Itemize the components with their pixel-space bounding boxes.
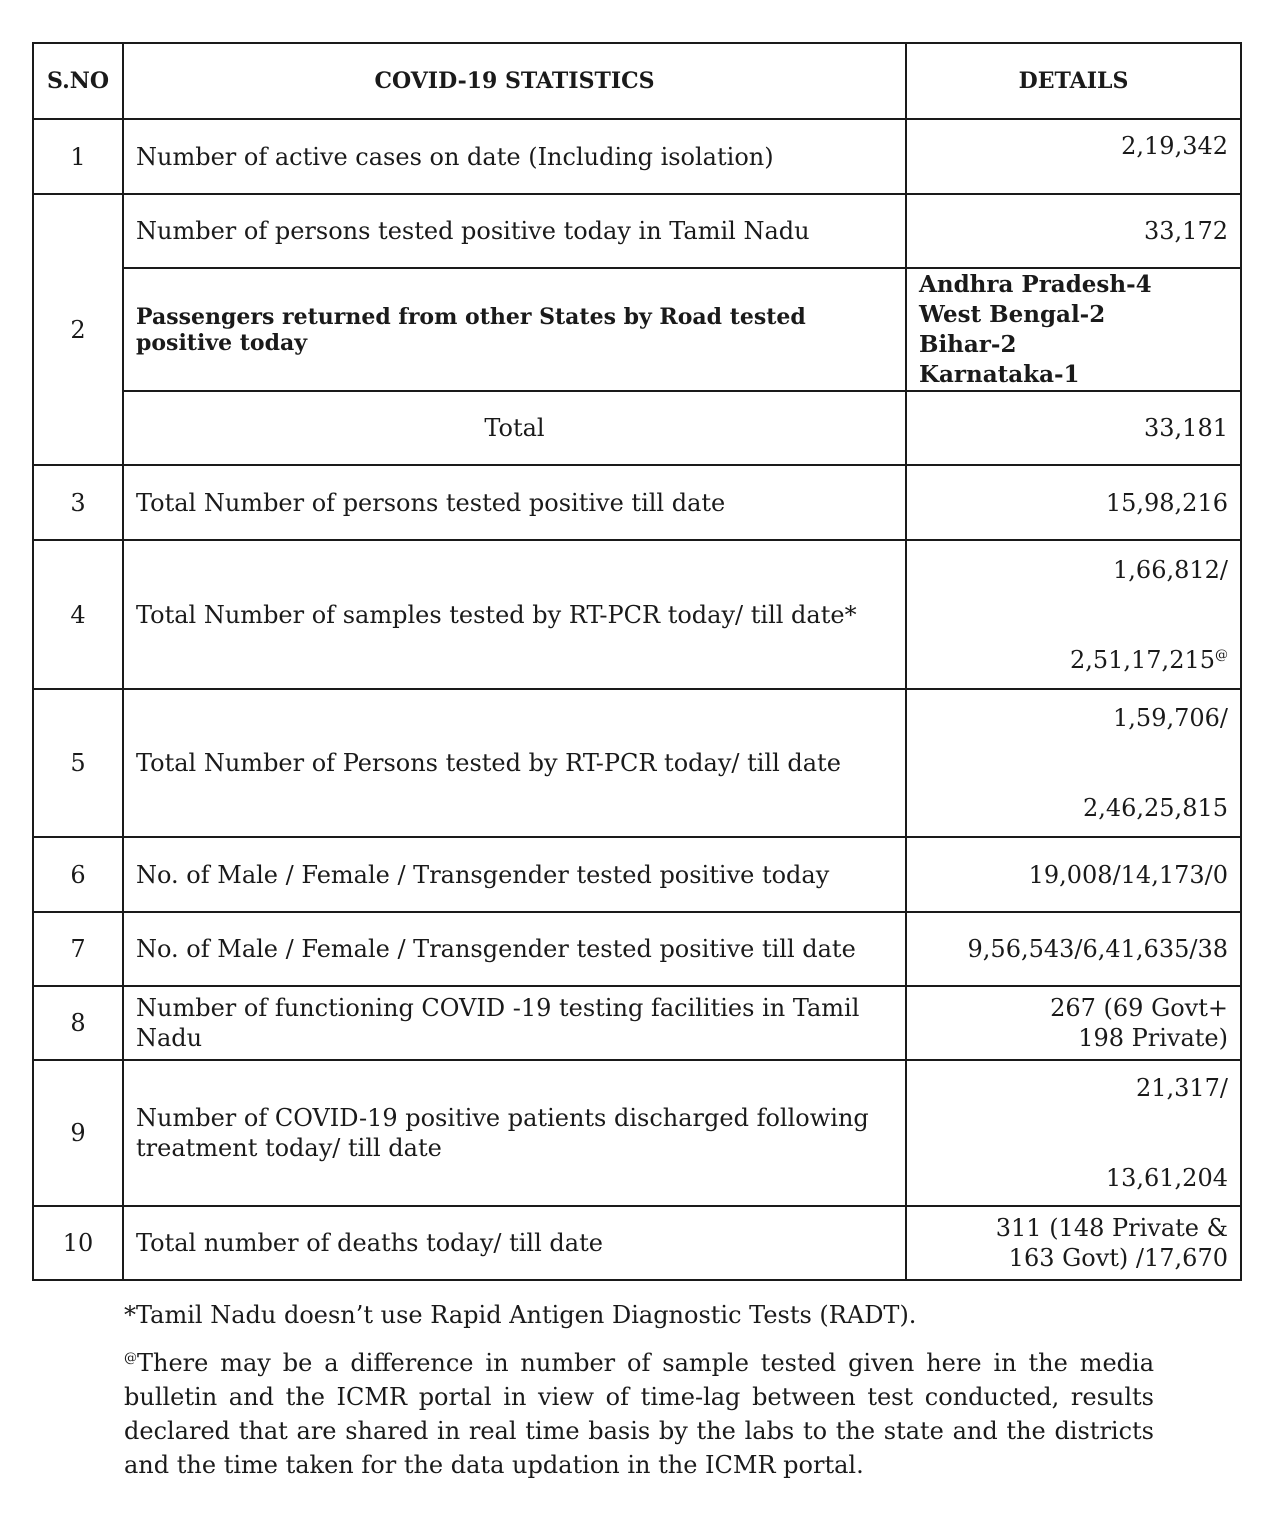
value-till-date: 13,61,204	[1105, 1164, 1228, 1192]
passengers-label: Passengers returned from other States by Road tested positive today	[123, 268, 906, 391]
table-row	[33, 391, 1241, 465]
row-value: 2,19,342	[906, 119, 1241, 194]
table-row	[33, 465, 1241, 540]
row-label: Total number of deaths today/ till date	[123, 1206, 906, 1280]
table-row	[33, 1060, 1241, 1206]
value-today: 1,66,812/	[1113, 555, 1228, 584]
row-number: 2	[33, 194, 123, 465]
row-number: 8	[33, 986, 123, 1060]
table-row	[33, 689, 1241, 837]
state-item: West Bengal-2	[919, 300, 1106, 328]
row-label: Number of active cases on date (Including isolation)	[123, 119, 906, 194]
row-number: 7	[33, 912, 123, 986]
row-label: Total Number of Persons tested by RT-PCR today/ till date	[123, 689, 906, 837]
value-till-date: 2,46,25,815	[1082, 794, 1228, 822]
row-number: 5	[33, 689, 123, 837]
table-row	[33, 194, 1241, 268]
table-row	[33, 837, 1241, 912]
row-number: 3	[33, 465, 123, 540]
footnote-mark: @	[1215, 647, 1228, 663]
row-label: Total Number of persons tested positive till date	[123, 465, 906, 540]
header-statistics: COVID-19 STATISTICS	[123, 43, 906, 119]
row-value	[906, 986, 1241, 1060]
row-value	[906, 689, 1241, 837]
row-value: 9,56,543/6,41,635/38	[906, 912, 1241, 986]
footnote-mark: @	[124, 1351, 137, 1366]
row-label: Total Number of samples tested by RT-PCR today/ till date*	[123, 540, 906, 689]
row-value	[906, 1206, 1241, 1280]
row-value: 15,98,216	[906, 465, 1241, 540]
row-label: Number of functioning COVID -19 testing facilities in Tamil Nadu	[123, 986, 906, 1060]
value-line: 311 (148 Private &	[995, 1214, 1228, 1242]
value-today: 1,59,706/	[1113, 704, 1228, 732]
row-number: 6	[33, 837, 123, 912]
table-row	[33, 986, 1241, 1060]
value-today: 21,317/	[1135, 1074, 1228, 1102]
state-item: Karnataka-1	[919, 360, 1080, 388]
table-header-row	[33, 43, 1241, 119]
row-number: 1	[33, 119, 123, 194]
row-number: 4	[33, 540, 123, 689]
covid-statistics-table	[32, 42, 1242, 1281]
row-value	[906, 540, 1241, 689]
header-sno: S.NO	[33, 43, 123, 119]
value-line: 267 (69 Govt+	[1050, 994, 1228, 1022]
row-label: No. of Male / Female / Transgender tested positive today	[123, 837, 906, 912]
row-value: 19,008/14,173/0	[906, 837, 1241, 912]
row-number: 9	[33, 1060, 123, 1206]
table-row	[33, 912, 1241, 986]
footnote-icmr: @There may be a difference in number of sample tested given here in the media bulletin and the ICMR portal in view of time-lag between test conducted, results declared that are shared in real time basis by the labs to the state and the districts and the time taken for the data updation in the ICMR portal.	[124, 1349, 1154, 1479]
row-label: Number of persons tested positive today in Tamil Nadu	[123, 194, 906, 268]
table-row	[33, 119, 1241, 194]
header-details: DETAILS	[906, 43, 1241, 119]
value-line: 198 Private)	[1078, 1024, 1228, 1052]
total-label: Total	[123, 391, 906, 465]
footnote-radt: *Tamil Nadu doesn’t use Rapid Antigen Diagnostic Tests (RADT).	[124, 1301, 917, 1329]
value-till-date: 2,51,17,215@	[1069, 645, 1228, 674]
row-value	[906, 1060, 1241, 1206]
value-line: 163 Govt) /17,670	[1008, 1244, 1228, 1272]
row-value: 33,172	[906, 194, 1241, 268]
table-row	[33, 540, 1241, 689]
row-label: No. of Male / Female / Transgender tested positive till date	[123, 912, 906, 986]
table-row	[33, 1206, 1241, 1280]
table-row	[33, 268, 1241, 391]
row-label: Number of COVID-19 positive patients discharged following treatment today/ till date	[123, 1060, 906, 1206]
state-item: Andhra Pradesh-4	[919, 270, 1152, 298]
state-item: Bihar-2	[919, 330, 1017, 358]
total-value: 33,181	[906, 391, 1241, 465]
states-list	[906, 268, 1241, 391]
row-number: 10	[33, 1206, 123, 1280]
